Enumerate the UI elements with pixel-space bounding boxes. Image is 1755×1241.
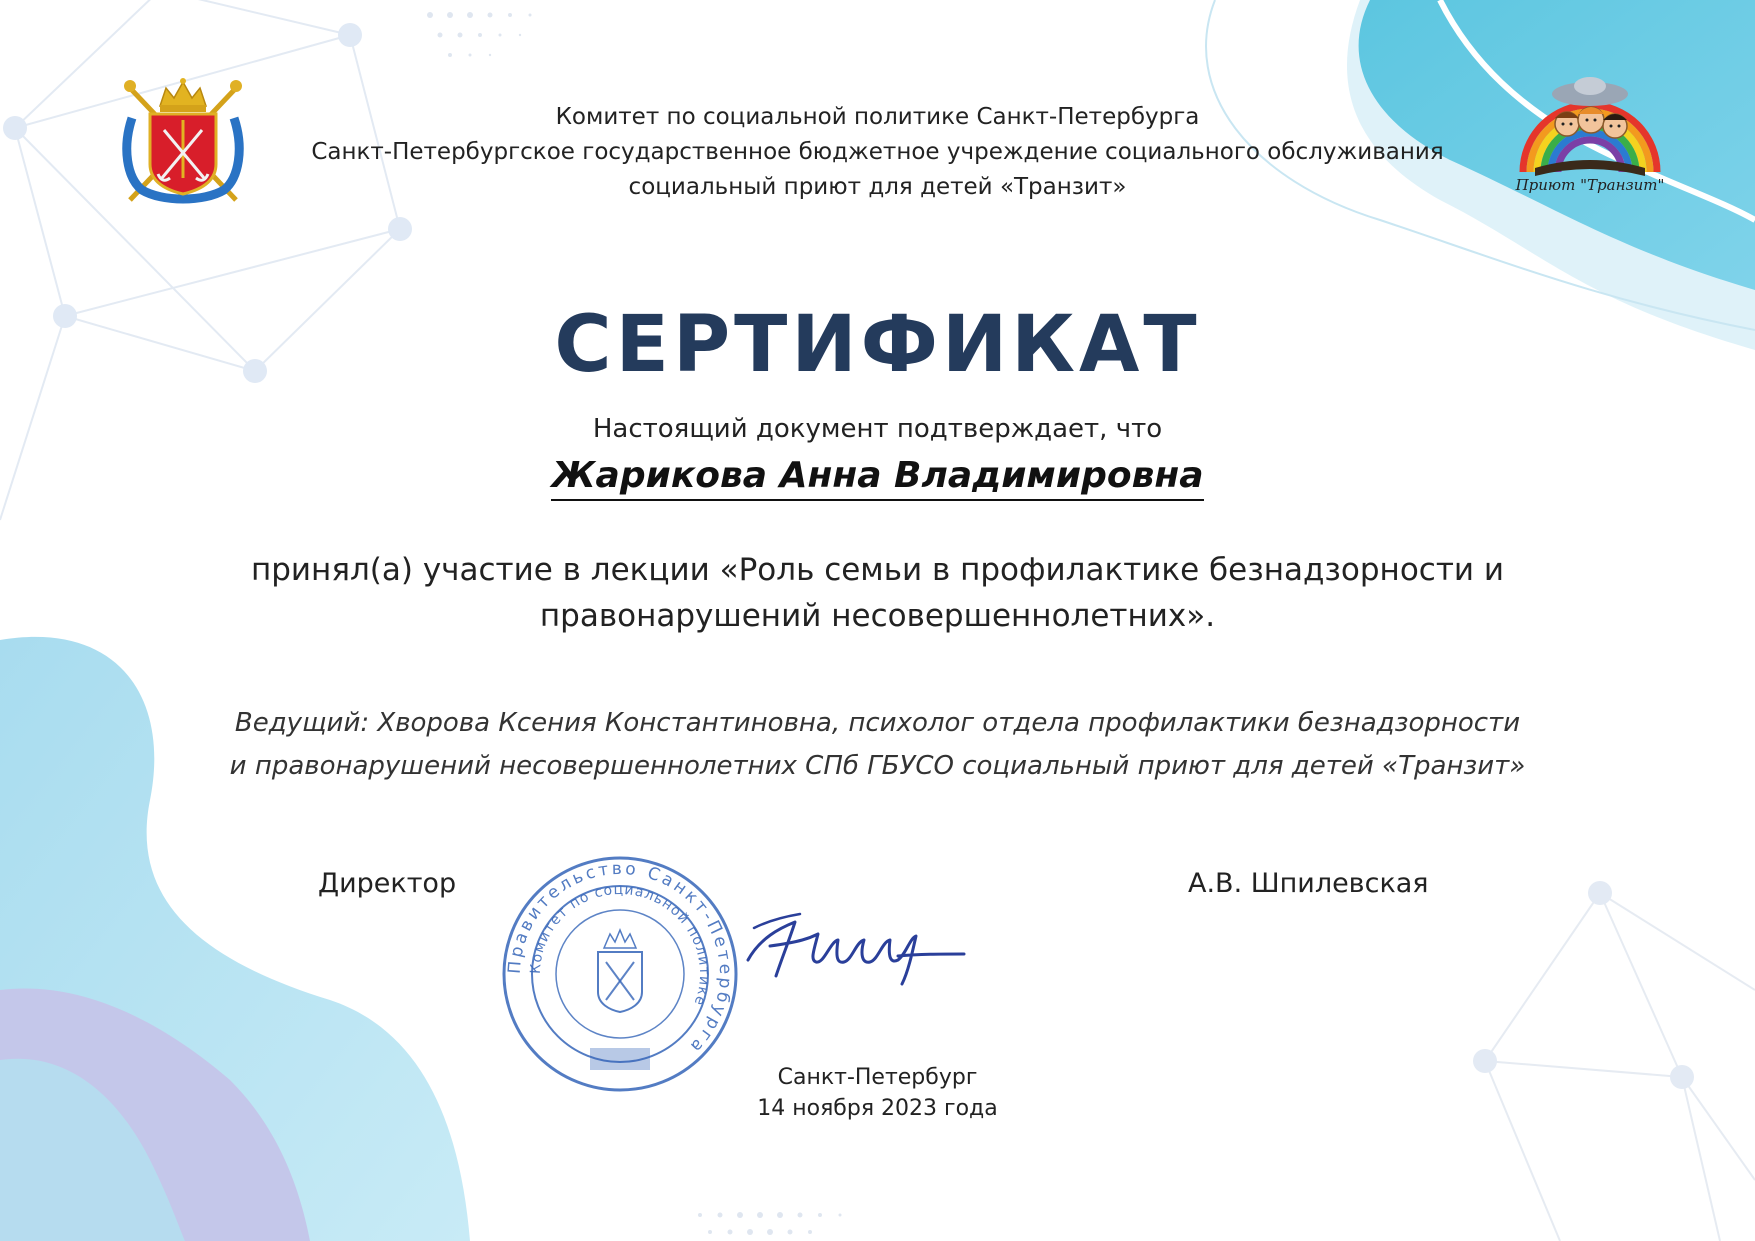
header-line-1: Комитет по социальной политике Санкт-Петербурга xyxy=(555,104,1200,130)
header-line-3: социальный приют для детей «Транзит» xyxy=(628,174,1127,200)
footer-date: 14 ноября 2023 года xyxy=(757,1096,998,1121)
intro-text: Настоящий документ подтверждает, что xyxy=(592,414,1163,444)
stamp-outer-text: Правительство Санкт-Петербурга xyxy=(504,858,736,1059)
footer-city: Санкт-Петербург xyxy=(777,1065,978,1090)
recipient-wrapper xyxy=(0,455,1755,501)
handwritten-signature xyxy=(740,898,970,998)
signer-role: Директор xyxy=(318,868,457,899)
lead-line-1: Ведущий: Хворова Ксения Константиновна, психолог отдела профилактики безнадзорности xyxy=(234,708,1521,738)
logo-caption: Приют "Транзит" xyxy=(1515,176,1665,194)
official-stamp xyxy=(498,852,742,1096)
header-line-2: Санкт-Петербургское государственное бюджетное учреждение социального обслуживания xyxy=(311,139,1444,165)
signer-name: А.В. Шпилевская xyxy=(1188,868,1429,899)
certificate-title: СЕРТИФИКАТ xyxy=(554,300,1201,390)
body-line-2: правонарушений несовершеннолетних». xyxy=(539,598,1216,634)
body-line-1: принял(а) участие в лекции «Роль семьи в профилактике безнадзорности и xyxy=(250,552,1505,588)
recipient-name: Жарикова Анна Владимировна xyxy=(551,455,1203,501)
lead-line-2: и правонарушений несовершеннолетних СПб ГБУСО социальный приют для детей «Транзит» xyxy=(229,751,1526,781)
stamp-inner-text: Комитет по социальной политике xyxy=(527,881,713,1009)
